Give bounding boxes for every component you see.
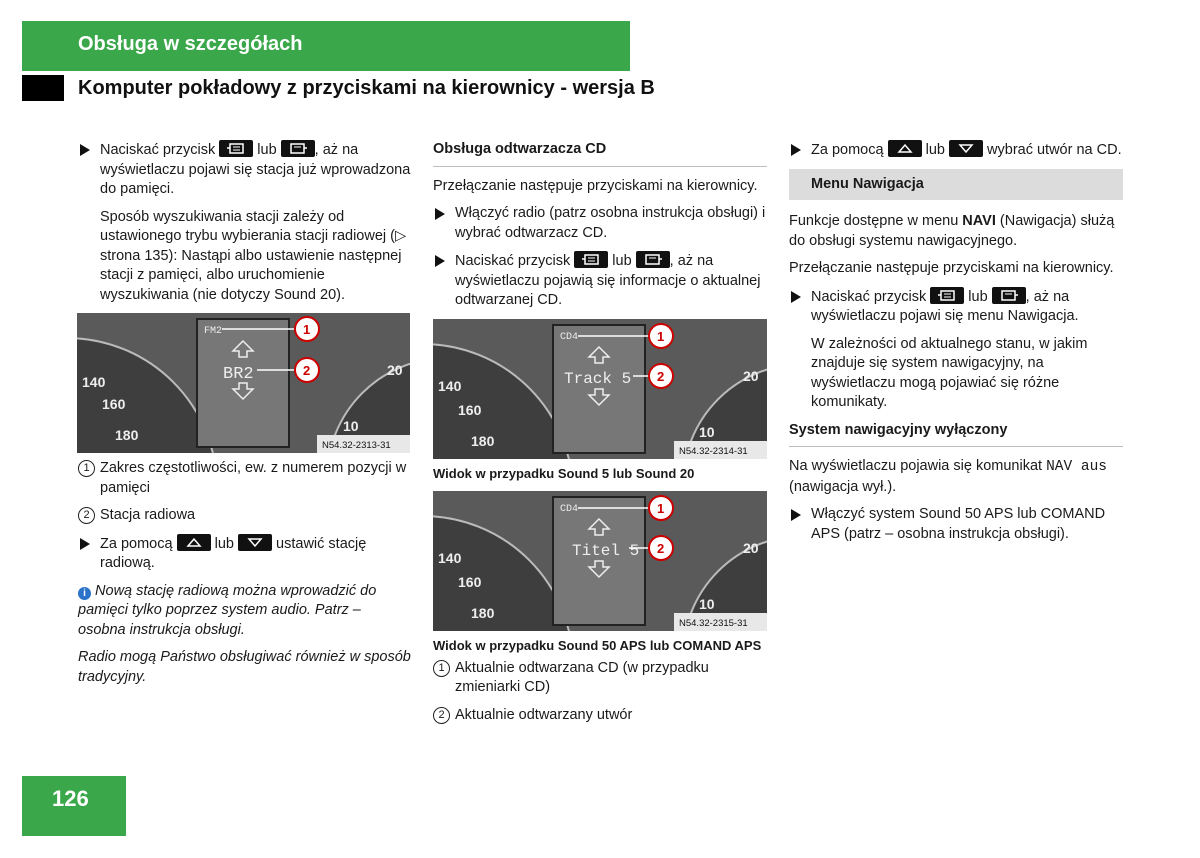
- paragraph: Radio mogą Państwo obsługiwać również w sposób tradycyjny.: [78, 649, 411, 685]
- down-button-icon: [238, 534, 272, 551]
- page-forward-button-icon: [636, 251, 670, 268]
- paragraph: W zależności od aktualnego stanu, w jakim znajduje się system nawigacyjny, na wyświetlaczu mogą pojawiać się różne komunikaty.: [811, 335, 1088, 410]
- svg-text:140: 140: [438, 377, 462, 394]
- display-top-label: CD4: [560, 503, 579, 515]
- list-item: Naciskać przycisk lub , aż na wyświetlaczu pojawi się menu Nawigacja.: [789, 287, 1123, 327]
- list-item: Włączyć system Sound 50 APS lub COMAND APS (patrz – osobna instrukcja obsługi).: [789, 505, 1123, 544]
- svg-text:20: 20: [743, 539, 759, 556]
- list-item: 1 Zakres częstotliwości, ew. z numerem pozycji w pamięci: [78, 459, 411, 498]
- arrow-bullet-icon: [791, 144, 801, 156]
- svg-text:10: 10: [699, 595, 715, 612]
- section-heading: Obsługa odtwarzacza CD: [433, 140, 767, 167]
- list-item: Naciskać przycisk lub , aż na wyświetlaczu pojawi się stacja już wprowadzona do pamięci.: [78, 140, 411, 200]
- paragraph: Na wyświetlaczu pojawia się komunikat NAV aus (nawigacja wył.).: [789, 458, 1107, 495]
- svg-text:20: 20: [743, 367, 759, 384]
- list-item: 2 Stacja radiowa: [78, 506, 411, 526]
- gauge-tick-20: 20: [387, 362, 403, 378]
- list-item: 2 Aktualnie odtwarzany utwór: [433, 706, 767, 726]
- display-value: Titel 5: [572, 541, 640, 560]
- gauge-tick-160: 160: [102, 396, 126, 412]
- page-back-button-icon: [930, 287, 964, 304]
- list-item: 1 Aktualnie odtwarzana CD (w przypadku zmieniarki CD): [433, 659, 767, 698]
- section-title: Obsługa w szczegółach: [78, 33, 303, 55]
- arrow-bullet-icon: [80, 144, 90, 156]
- arrow-bullet-icon: [791, 509, 801, 521]
- gauge-tick-10: 10: [343, 418, 359, 434]
- page-back-button-icon: [574, 251, 608, 268]
- figure-caption: Widok w przypadku Sound 50 APS lub COMAND APS: [433, 637, 762, 653]
- svg-text:2: 2: [303, 363, 311, 378]
- instrument-cluster-figure-cd-sound5: [433, 319, 767, 459]
- svg-text:160: 160: [458, 573, 482, 590]
- page-forward-button-icon: [281, 140, 315, 157]
- instrument-cluster-figure-radio: [77, 313, 410, 453]
- figure-code: N54.32-2315-31: [679, 617, 748, 629]
- paragraph: Przełączanie następuje przyciskami na kierownicy.: [789, 260, 1114, 276]
- column-3: [789, 140, 1123, 552]
- list-item: Za pomocą lub wybrać utwór na CD.: [789, 140, 1123, 161]
- page-back-button-icon: [219, 140, 253, 157]
- paragraph: Funkcje dostępne w menu NAVI (Nawigacja) służą do obsługi systemu nawigacyjnego.: [789, 213, 1115, 249]
- gauge-tick-180: 180: [115, 427, 139, 443]
- figure-code: N54.32-2313-31: [322, 440, 391, 451]
- svg-text:1: 1: [303, 322, 311, 337]
- column-1: [78, 140, 411, 695]
- page-number: 126: [52, 786, 89, 811]
- list-item: Za pomocą lub ustawić stację radiową.: [78, 534, 411, 574]
- black-tab-marker: [22, 75, 64, 101]
- display-top-label: FM2: [204, 326, 223, 337]
- arrow-bullet-icon: [435, 255, 445, 267]
- figure-caption: Widok w przypadku Sound 5 lub Sound 20: [433, 465, 695, 481]
- section-box-heading: Menu Nawigacja: [789, 169, 1123, 201]
- svg-text:2: 2: [657, 368, 665, 384]
- section-heading: System nawigacyjny wyłączony: [789, 421, 1123, 448]
- column-2: [433, 140, 767, 733]
- info-note: i Nową stację radiową można wprowadzić do pamięci tylko poprzez system audio. Patrz – osobna instrukcja obsługi.: [78, 582, 377, 638]
- svg-text:140: 140: [438, 549, 462, 566]
- down-button-icon: [949, 140, 983, 157]
- paragraph: Sposób wyszukiwania stacji zależy od ustawionego trybu wybierania stacji radiowej (▷ strona 135): Nastąpi albo ustawienie następnej stacji z pamięci, albo uruchomienie wyszukiwania (nie dotyczy Sound 20).: [100, 208, 407, 303]
- arrow-bullet-icon: [435, 208, 445, 220]
- list-item: Włączyć radio (patrz osobna instrukcja obsługi) i wybrać odtwarzacz CD.: [433, 204, 767, 243]
- display-value: Track 5: [564, 369, 632, 388]
- svg-text:10: 10: [699, 423, 715, 440]
- gauge-tick-140: 140: [82, 374, 106, 390]
- up-button-icon: [888, 140, 922, 157]
- display-top-label: CD4: [560, 331, 579, 343]
- paragraph: Przełączanie następuje przyciskami na kierownicy.: [433, 177, 758, 194]
- svg-text:180: 180: [471, 604, 495, 621]
- svg-text:1: 1: [657, 328, 665, 344]
- arrow-bullet-icon: [80, 538, 90, 550]
- display-value: BR2: [223, 365, 254, 384]
- instrument-cluster-figure-cd-sound50: [433, 491, 767, 631]
- svg-text:2: 2: [657, 540, 665, 556]
- info-icon: i: [78, 587, 91, 600]
- page-title: Komputer pokładowy z przyciskami na kierownicy - wersja B: [78, 77, 655, 99]
- svg-text:160: 160: [458, 401, 482, 418]
- svg-text:1: 1: [657, 500, 665, 516]
- up-button-icon: [177, 534, 211, 551]
- page-forward-button-icon: [992, 287, 1026, 304]
- figure-code: N54.32-2314-31: [679, 445, 748, 457]
- list-item: Naciskać przycisk lub , aż na wyświetlaczu pojawią się informacje o aktualnej odtwarzanej CD.: [433, 251, 767, 311]
- svg-text:180: 180: [471, 432, 495, 449]
- arrow-bullet-icon: [791, 291, 801, 303]
